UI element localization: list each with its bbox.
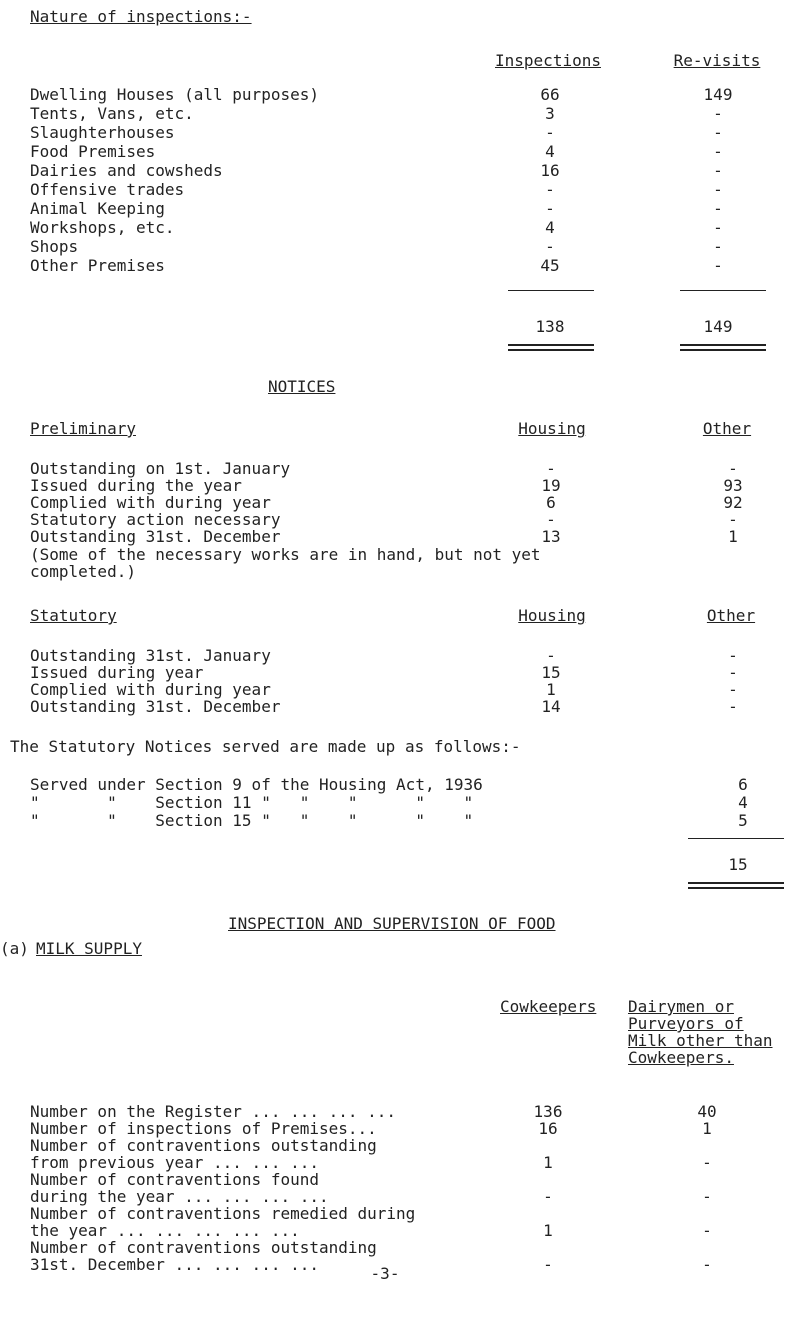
preliminary-row-other: 92 — [723, 493, 743, 512]
served-row-value: 5 — [738, 811, 748, 830]
inspection-row-count: 66 — [540, 85, 560, 104]
subtotal-rule — [508, 290, 594, 291]
col-header-dairymen: Purveyors of — [628, 1014, 744, 1033]
preliminary-row-housing: - — [546, 510, 556, 529]
milk-supply-title: MILK SUPPLY — [36, 939, 142, 958]
inspection-row-label: Dairies and cowsheds — [30, 161, 223, 180]
inspection-row-label: Tents, Vans, etc. — [30, 104, 194, 123]
statutory-title: Statutory — [30, 606, 117, 625]
inspection-row-label: Animal Keeping — [30, 199, 165, 218]
milk-row-label: 31st. December ... ... ... ... — [30, 1255, 319, 1274]
subtotal-rule — [688, 838, 784, 839]
preliminary-row-label: Statutory action necessary — [30, 510, 281, 529]
served-row-value: 6 — [738, 775, 748, 794]
inspection-row-revisits: - — [713, 142, 723, 161]
milk-row-cowkeepers: 1 — [543, 1153, 553, 1172]
milk-row-dairymen: 1 — [702, 1119, 712, 1138]
milk-row-label: from previous year ... ... ... — [30, 1153, 319, 1172]
inspection-row-count: - — [545, 123, 555, 142]
col-header-revisits: Re-visits — [673, 51, 761, 70]
inspection-row-label: Shops — [30, 237, 79, 256]
inspection-row-count: 4 — [545, 218, 555, 237]
milk-row-label: Number of contraventions outstanding — [30, 1238, 377, 1257]
served-row-label: " " Section 15 " " " " " — [30, 811, 474, 830]
statutory-row-housing: 15 — [541, 663, 561, 682]
preliminary-note: (Some of the necessary works are in hand, but not yet — [30, 545, 541, 564]
preliminary-title: Preliminary — [30, 419, 136, 438]
preliminary-row-label: Outstanding on 1st. January — [30, 459, 291, 478]
col-header-housing: Housing — [518, 419, 586, 438]
subtotal-rule — [680, 290, 766, 291]
statutory-row-label: Complied with during year — [30, 680, 271, 699]
milk-row-dairymen: - — [702, 1187, 712, 1206]
total-rule — [508, 344, 594, 346]
inspection-row-revisits: - — [713, 180, 723, 199]
total-rule — [688, 887, 784, 889]
col-header-housing: Housing — [518, 606, 586, 625]
revisits-total: 149 — [703, 317, 733, 336]
inspection-row-label: Slaughterhouses — [30, 123, 175, 142]
inspection-row-label: Other Premises — [30, 256, 165, 275]
statutory-row-label: Outstanding 31st. January — [30, 646, 271, 665]
milk-row-dairymen: - — [702, 1221, 712, 1240]
served-row-value: 4 — [738, 793, 748, 812]
inspection-row-revisits: - — [713, 218, 723, 237]
col-header-cowkeepers: Cowkeepers — [500, 997, 597, 1016]
col-header-inspections: Inspections — [495, 51, 601, 70]
statutory-row-housing: - — [546, 646, 556, 665]
served-total: 15 — [728, 855, 748, 874]
milk-row-dairymen: - — [702, 1255, 712, 1274]
served-intro: The Statutory Notices served are made up as follows:- — [10, 737, 521, 756]
inspection-row-revisits: 149 — [703, 85, 733, 104]
inspections-total: 138 — [535, 317, 565, 336]
statutory-row-label: Issued during year — [30, 663, 204, 682]
inspection-row-revisits: - — [713, 256, 723, 275]
inspection-row-count: 4 — [545, 142, 555, 161]
total-rule — [680, 349, 766, 351]
milk-prefix: (a) — [0, 939, 29, 958]
preliminary-row-other: 1 — [728, 527, 738, 546]
milk-row-label: Number of inspections of Premises... — [30, 1119, 377, 1138]
page-number: -3- — [370, 1264, 400, 1283]
inspection-row-revisits: - — [713, 123, 723, 142]
inspection-row-revisits: - — [713, 237, 723, 256]
milk-row-cowkeepers: - — [543, 1187, 553, 1206]
milk-row-dairymen: 40 — [697, 1102, 717, 1121]
milk-row-cowkeepers: 16 — [538, 1119, 558, 1138]
inspection-row-revisits: - — [713, 104, 723, 123]
preliminary-row-other: 93 — [723, 476, 743, 495]
col-header-dairymen: Cowkeepers. — [628, 1048, 734, 1067]
total-rule — [508, 349, 594, 351]
milk-row-cowkeepers: 136 — [533, 1102, 563, 1121]
col-header-dairymen: Milk other than — [628, 1031, 773, 1050]
food-title: INSPECTION AND SUPERVISION OF FOOD — [228, 914, 556, 933]
statutory-row-other: - — [728, 697, 738, 716]
preliminary-row-label: Issued during the year — [30, 476, 242, 495]
preliminary-note: completed.) — [30, 562, 136, 581]
served-row-label: " " Section 11 " " " " " — [30, 793, 474, 812]
col-header-other: Other — [706, 606, 756, 625]
preliminary-row-label: Complied with during year — [30, 493, 271, 512]
inspection-row-count: - — [545, 237, 555, 256]
page-heading: Nature of inspections:- — [30, 7, 252, 26]
statutory-row-housing: 1 — [546, 680, 556, 699]
preliminary-row-housing: 19 — [541, 476, 561, 495]
statutory-row-housing: 14 — [541, 697, 561, 716]
inspection-row-count: 45 — [540, 256, 560, 275]
statutory-row-other: - — [728, 680, 738, 699]
statutory-row-other: - — [728, 663, 738, 682]
col-header-dairymen: Dairymen or — [628, 997, 734, 1016]
served-row-label: Served under Section 9 of the Housing Act, 1936 — [30, 775, 483, 794]
milk-row-cowkeepers: 1 — [543, 1221, 553, 1240]
milk-row-label: Number on the Register ... ... ... ... — [30, 1102, 397, 1121]
preliminary-row-housing: 13 — [541, 527, 561, 546]
inspection-row-label: Offensive trades — [30, 180, 185, 199]
notices-title: NOTICES — [268, 377, 336, 396]
preliminary-row-other: - — [728, 510, 738, 529]
inspection-row-count: 16 — [540, 161, 560, 180]
inspection-row-label: Food Premises — [30, 142, 156, 161]
milk-row-label: Number of contraventions remedied during — [30, 1204, 416, 1223]
milk-row-cowkeepers: - — [543, 1255, 553, 1274]
inspection-row-label: Workshops, etc. — [30, 218, 175, 237]
statutory-row-label: Outstanding 31st. December — [30, 697, 281, 716]
milk-row-label: Number of contraventions outstanding — [30, 1136, 377, 1155]
preliminary-row-housing: 6 — [546, 493, 556, 512]
inspection-row-count: - — [545, 199, 555, 218]
preliminary-row-label: Outstanding 31st. December — [30, 527, 281, 546]
statutory-row-other: - — [728, 646, 738, 665]
milk-row-label: the year ... ... ... ... ... — [30, 1221, 300, 1240]
total-rule — [688, 882, 784, 884]
milk-row-label: Number of contraventions found — [30, 1170, 319, 1189]
inspection-row-revisits: - — [713, 161, 723, 180]
total-rule — [680, 344, 766, 346]
preliminary-row-other: - — [728, 459, 738, 478]
inspection-row-count: - — [545, 180, 555, 199]
inspection-row-revisits: - — [713, 199, 723, 218]
milk-row-dairymen: - — [702, 1153, 712, 1172]
preliminary-row-housing: - — [546, 459, 556, 478]
inspection-row-count: 3 — [545, 104, 555, 123]
inspection-row-label: Dwelling Houses (all purposes) — [30, 85, 319, 104]
col-header-other: Other — [702, 419, 752, 438]
milk-row-label: during the year ... ... ... ... — [30, 1187, 329, 1206]
